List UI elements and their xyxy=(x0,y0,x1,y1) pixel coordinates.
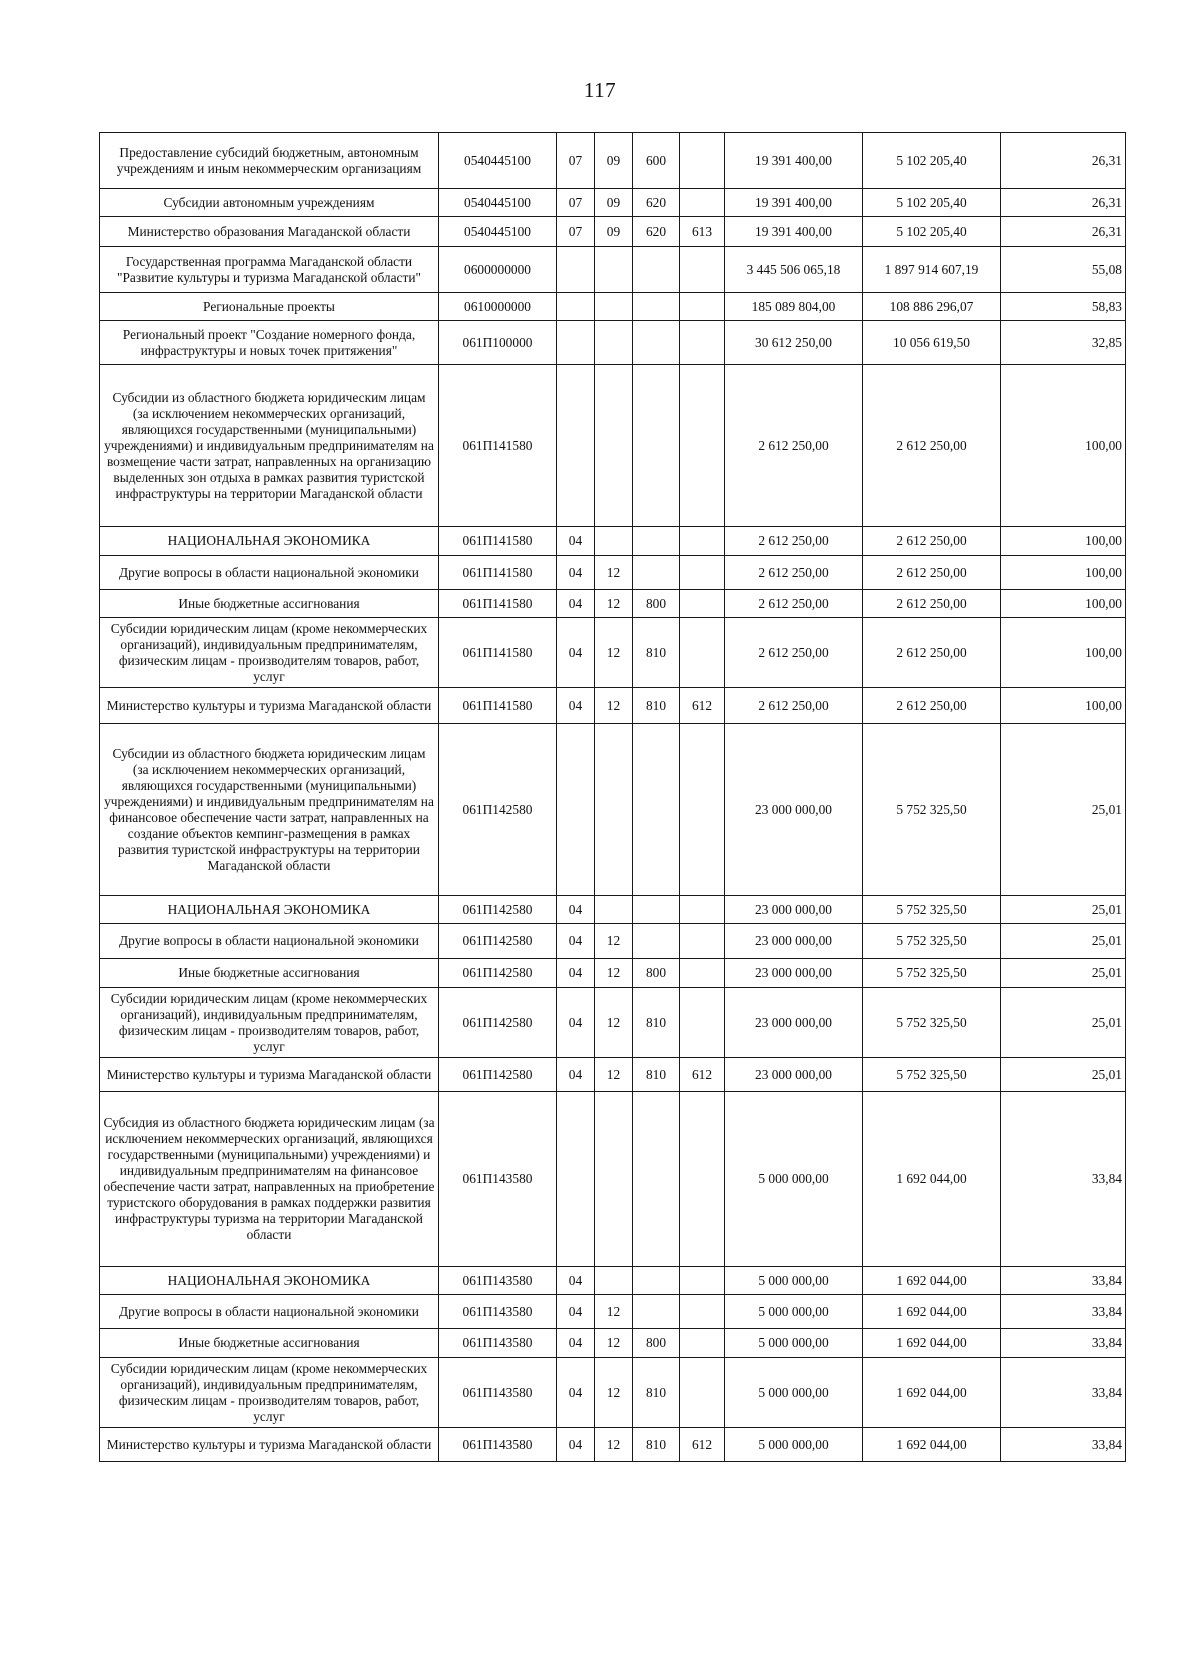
row-target-code: 0610000000 xyxy=(439,293,557,321)
row-percent: 25,01 xyxy=(1001,896,1126,924)
row-expense-type xyxy=(633,556,680,590)
row-administrator xyxy=(680,618,725,688)
row-section: 04 xyxy=(557,1428,595,1462)
row-expense-type: 810 xyxy=(633,1058,680,1092)
row-plan-amount: 23 000 000,00 xyxy=(725,924,863,959)
row-subsection xyxy=(595,896,633,924)
row-subsection: 12 xyxy=(595,688,633,724)
table-row xyxy=(100,924,1126,959)
row-expense-type xyxy=(633,321,680,365)
row-plan-amount: 2 612 250,00 xyxy=(725,618,863,688)
row-plan-amount: 5 000 000,00 xyxy=(725,1092,863,1267)
row-name: Иные бюджетные ассигнования xyxy=(100,590,439,618)
row-actual-amount: 5 752 325,50 xyxy=(863,988,1001,1058)
row-percent: 100,00 xyxy=(1001,688,1126,724)
row-target-code: 061П143580 xyxy=(439,1295,557,1329)
row-administrator xyxy=(680,365,725,527)
row-expense-type xyxy=(633,1267,680,1295)
row-actual-amount: 5 102 205,40 xyxy=(863,189,1001,217)
row-target-code: 0540445100 xyxy=(439,217,557,247)
table-row xyxy=(100,1329,1126,1358)
row-expense-type: 800 xyxy=(633,959,680,988)
row-actual-amount: 5 752 325,50 xyxy=(863,959,1001,988)
row-administrator xyxy=(680,527,725,556)
row-section: 04 xyxy=(557,896,595,924)
row-actual-amount: 2 612 250,00 xyxy=(863,527,1001,556)
row-subsection: 09 xyxy=(595,189,633,217)
row-expense-type xyxy=(633,896,680,924)
row-name: Субсидия из областного бюджета юридическим лицам (за исключением некоммерческих организаций, являющихся государственными (муниципальными) учреждениями) и индивидуальным предпринимателям на финансовое обеспечение части затрат, направленных на приобретение туристского оборудования в рамках поддержки развития инфраструктуры туризма на территории Магаданской области xyxy=(100,1092,439,1267)
row-subsection: 12 xyxy=(595,1358,633,1428)
row-expense-type: 800 xyxy=(633,590,680,618)
row-name: Субсидии из областного бюджета юридическим лицам (за исключением некоммерческих организаций, являющихся государственными (муниципальными) учреждениями) и индивидуальным предпринимателям на финансовое обеспечение части затрат, направленных на создание объектов кемпинг-размещения в рамках развития туристской инфраструктуры на территории Магаданской области xyxy=(100,724,439,896)
row-plan-amount: 5 000 000,00 xyxy=(725,1267,863,1295)
budget-table xyxy=(99,132,1126,1462)
row-subsection xyxy=(595,365,633,527)
row-actual-amount: 1 692 044,00 xyxy=(863,1428,1001,1462)
row-administrator xyxy=(680,247,725,293)
row-section: 04 xyxy=(557,988,595,1058)
row-administrator xyxy=(680,959,725,988)
row-plan-amount: 2 612 250,00 xyxy=(725,688,863,724)
row-plan-amount: 23 000 000,00 xyxy=(725,988,863,1058)
row-target-code: 061П141580 xyxy=(439,590,557,618)
row-subsection: 09 xyxy=(595,217,633,247)
row-target-code: 061П100000 xyxy=(439,321,557,365)
table-row xyxy=(100,896,1126,924)
table-row xyxy=(100,556,1126,590)
row-section: 07 xyxy=(557,133,595,189)
row-target-code: 061П141580 xyxy=(439,618,557,688)
table-row xyxy=(100,1428,1126,1462)
row-administrator: 612 xyxy=(680,1058,725,1092)
table-row xyxy=(100,321,1126,365)
row-subsection xyxy=(595,247,633,293)
row-section: 04 xyxy=(557,1058,595,1092)
row-target-code: 0600000000 xyxy=(439,247,557,293)
row-percent: 100,00 xyxy=(1001,527,1126,556)
row-section xyxy=(557,724,595,896)
row-plan-amount: 5 000 000,00 xyxy=(725,1295,863,1329)
table-row xyxy=(100,959,1126,988)
table-row xyxy=(100,247,1126,293)
table-row xyxy=(100,133,1126,189)
row-target-code: 061П142580 xyxy=(439,988,557,1058)
row-expense-type xyxy=(633,1295,680,1329)
row-target-code: 061П143580 xyxy=(439,1428,557,1462)
row-subsection: 12 xyxy=(595,959,633,988)
row-actual-amount: 5 102 205,40 xyxy=(863,133,1001,189)
row-percent: 100,00 xyxy=(1001,618,1126,688)
row-section xyxy=(557,321,595,365)
row-subsection xyxy=(595,1092,633,1267)
row-percent: 25,01 xyxy=(1001,988,1126,1058)
table-row xyxy=(100,1058,1126,1092)
row-subsection xyxy=(595,293,633,321)
row-percent: 33,84 xyxy=(1001,1295,1126,1329)
row-administrator xyxy=(680,1329,725,1358)
row-expense-type xyxy=(633,527,680,556)
row-expense-type: 810 xyxy=(633,618,680,688)
row-name: Субсидии юридическим лицам (кроме некоммерческих организаций), индивидуальным предпринимателям, физическим лицам - производителям товаров, работ, услуг xyxy=(100,618,439,688)
row-plan-amount: 19 391 400,00 xyxy=(725,189,863,217)
row-expense-type xyxy=(633,293,680,321)
row-name: Региональные проекты xyxy=(100,293,439,321)
row-administrator xyxy=(680,1295,725,1329)
row-target-code: 061П142580 xyxy=(439,896,557,924)
row-percent: 32,85 xyxy=(1001,321,1126,365)
table-row xyxy=(100,590,1126,618)
row-section: 04 xyxy=(557,924,595,959)
row-percent: 25,01 xyxy=(1001,959,1126,988)
row-administrator xyxy=(680,293,725,321)
table-row xyxy=(100,618,1126,688)
row-target-code: 061П143580 xyxy=(439,1358,557,1428)
table-row xyxy=(100,293,1126,321)
row-name: Субсидии юридическим лицам (кроме некоммерческих организаций), индивидуальным предпринимателям, физическим лицам - производителям товаров, работ, услуг xyxy=(100,988,439,1058)
row-section xyxy=(557,293,595,321)
row-name: Министерство культуры и туризма Магаданской области xyxy=(100,688,439,724)
row-target-code: 061П141580 xyxy=(439,688,557,724)
table-row xyxy=(100,1267,1126,1295)
row-section xyxy=(557,1092,595,1267)
row-target-code: 0540445100 xyxy=(439,189,557,217)
row-administrator xyxy=(680,1092,725,1267)
row-name: НАЦИОНАЛЬНАЯ ЭКОНОМИКА xyxy=(100,1267,439,1295)
row-target-code: 061П141580 xyxy=(439,527,557,556)
row-section: 04 xyxy=(557,590,595,618)
row-section xyxy=(557,365,595,527)
row-plan-amount: 19 391 400,00 xyxy=(725,217,863,247)
table-row xyxy=(100,724,1126,896)
row-percent: 25,01 xyxy=(1001,724,1126,896)
row-actual-amount: 5 752 325,50 xyxy=(863,1058,1001,1092)
table-row xyxy=(100,189,1126,217)
row-expense-type: 620 xyxy=(633,189,680,217)
row-section: 04 xyxy=(557,618,595,688)
row-administrator xyxy=(680,896,725,924)
row-percent: 55,08 xyxy=(1001,247,1126,293)
row-target-code: 061П143580 xyxy=(439,1092,557,1267)
row-percent: 25,01 xyxy=(1001,924,1126,959)
row-name: НАЦИОНАЛЬНАЯ ЭКОНОМИКА xyxy=(100,527,439,556)
row-subsection: 12 xyxy=(595,988,633,1058)
row-target-code: 061П141580 xyxy=(439,556,557,590)
row-section: 04 xyxy=(557,1329,595,1358)
row-administrator xyxy=(680,189,725,217)
row-subsection: 12 xyxy=(595,1058,633,1092)
row-administrator: 612 xyxy=(680,688,725,724)
row-section: 04 xyxy=(557,959,595,988)
table-row xyxy=(100,1295,1126,1329)
row-name: Другие вопросы в области национальной экономики xyxy=(100,924,439,959)
row-name: Субсидии из областного бюджета юридическим лицам (за исключением некоммерческих организаций, являющихся государственными (муниципальными) учреждениями) и индивидуальным предпринимателям на возмещение части затрат, направленных на организацию выделенных зон отдыха в рамках развития туристской инфраструктуры на территории Магаданской области xyxy=(100,365,439,527)
row-actual-amount: 5 752 325,50 xyxy=(863,924,1001,959)
row-name: Государственная программа Магаданской области "Развитие культуры и туризма Магаданской области" xyxy=(100,247,439,293)
row-name: Другие вопросы в области национальной экономики xyxy=(100,556,439,590)
row-expense-type: 810 xyxy=(633,988,680,1058)
row-administrator: 612 xyxy=(680,1428,725,1462)
table-row xyxy=(100,688,1126,724)
row-target-code: 061П142580 xyxy=(439,1058,557,1092)
row-actual-amount: 2 612 250,00 xyxy=(863,365,1001,527)
row-expense-type xyxy=(633,1092,680,1267)
row-subsection: 12 xyxy=(595,618,633,688)
row-expense-type xyxy=(633,365,680,527)
table-row xyxy=(100,1092,1126,1267)
row-subsection: 12 xyxy=(595,556,633,590)
row-actual-amount: 2 612 250,00 xyxy=(863,556,1001,590)
row-subsection xyxy=(595,724,633,896)
row-administrator: 613 xyxy=(680,217,725,247)
row-percent: 33,84 xyxy=(1001,1358,1126,1428)
row-plan-amount: 2 612 250,00 xyxy=(725,590,863,618)
row-expense-type xyxy=(633,724,680,896)
row-plan-amount: 185 089 804,00 xyxy=(725,293,863,321)
table-row xyxy=(100,527,1126,556)
row-plan-amount: 2 612 250,00 xyxy=(725,556,863,590)
row-name: Другие вопросы в области национальной экономики xyxy=(100,1295,439,1329)
row-actual-amount: 5 102 205,40 xyxy=(863,217,1001,247)
row-administrator xyxy=(680,1358,725,1428)
row-administrator xyxy=(680,556,725,590)
row-name: Министерство культуры и туризма Магаданской области xyxy=(100,1428,439,1462)
row-actual-amount: 1 692 044,00 xyxy=(863,1295,1001,1329)
row-section: 07 xyxy=(557,217,595,247)
row-name: Субсидии юридическим лицам (кроме некоммерческих организаций), индивидуальным предпринимателям, физическим лицам - производителям товаров, работ, услуг xyxy=(100,1358,439,1428)
row-percent: 100,00 xyxy=(1001,365,1126,527)
row-administrator xyxy=(680,590,725,618)
table-row xyxy=(100,1358,1126,1428)
row-plan-amount: 23 000 000,00 xyxy=(725,724,863,896)
row-percent: 58,83 xyxy=(1001,293,1126,321)
row-subsection: 12 xyxy=(595,590,633,618)
row-administrator xyxy=(680,1267,725,1295)
row-name: Региональный проект "Создание номерного фонда, инфраструктуры и новых точек притяжения" xyxy=(100,321,439,365)
row-section: 04 xyxy=(557,688,595,724)
row-expense-type: 600 xyxy=(633,133,680,189)
row-percent: 26,31 xyxy=(1001,189,1126,217)
row-percent: 33,84 xyxy=(1001,1329,1126,1358)
row-plan-amount: 19 391 400,00 xyxy=(725,133,863,189)
row-plan-amount: 23 000 000,00 xyxy=(725,1058,863,1092)
row-expense-type xyxy=(633,924,680,959)
row-plan-amount: 23 000 000,00 xyxy=(725,896,863,924)
row-actual-amount: 2 612 250,00 xyxy=(863,688,1001,724)
row-actual-amount: 1 692 044,00 xyxy=(863,1329,1001,1358)
row-administrator xyxy=(680,133,725,189)
row-target-code: 061П143580 xyxy=(439,1267,557,1295)
row-actual-amount: 5 752 325,50 xyxy=(863,724,1001,896)
row-expense-type: 810 xyxy=(633,1428,680,1462)
row-plan-amount: 30 612 250,00 xyxy=(725,321,863,365)
row-administrator xyxy=(680,321,725,365)
row-administrator xyxy=(680,724,725,896)
row-plan-amount: 2 612 250,00 xyxy=(725,365,863,527)
row-section: 04 xyxy=(557,556,595,590)
row-plan-amount: 5 000 000,00 xyxy=(725,1428,863,1462)
row-subsection xyxy=(595,321,633,365)
row-section: 04 xyxy=(557,527,595,556)
row-section: 04 xyxy=(557,1295,595,1329)
row-plan-amount: 23 000 000,00 xyxy=(725,959,863,988)
row-actual-amount: 5 752 325,50 xyxy=(863,896,1001,924)
row-target-code: 061П141580 xyxy=(439,365,557,527)
row-percent: 26,31 xyxy=(1001,217,1126,247)
row-target-code: 061П142580 xyxy=(439,924,557,959)
row-plan-amount: 5 000 000,00 xyxy=(725,1329,863,1358)
row-section xyxy=(557,247,595,293)
row-actual-amount: 1 897 914 607,19 xyxy=(863,247,1001,293)
row-expense-type xyxy=(633,247,680,293)
row-subsection xyxy=(595,527,633,556)
row-percent: 33,84 xyxy=(1001,1092,1126,1267)
row-expense-type: 810 xyxy=(633,688,680,724)
row-name: Предоставление субсидий бюджетным, автономным учреждениям и иным некоммерческим организациям xyxy=(100,133,439,189)
row-name: Министерство культуры и туризма Магаданской области xyxy=(100,1058,439,1092)
row-subsection: 12 xyxy=(595,1329,633,1358)
row-percent: 26,31 xyxy=(1001,133,1126,189)
row-percent: 100,00 xyxy=(1001,590,1126,618)
row-actual-amount: 108 886 296,07 xyxy=(863,293,1001,321)
row-subsection: 12 xyxy=(595,1428,633,1462)
page-number: 117 xyxy=(583,78,617,102)
row-actual-amount: 1 692 044,00 xyxy=(863,1092,1001,1267)
row-actual-amount: 2 612 250,00 xyxy=(863,590,1001,618)
row-target-code: 061П143580 xyxy=(439,1329,557,1358)
table-row xyxy=(100,988,1126,1058)
row-subsection: 09 xyxy=(595,133,633,189)
row-expense-type: 800 xyxy=(633,1329,680,1358)
table-row xyxy=(100,217,1126,247)
row-plan-amount: 3 445 506 065,18 xyxy=(725,247,863,293)
row-section: 04 xyxy=(557,1267,595,1295)
row-expense-type: 810 xyxy=(633,1358,680,1428)
row-subsection: 12 xyxy=(595,924,633,959)
row-target-code: 0540445100 xyxy=(439,133,557,189)
table-row xyxy=(100,365,1126,527)
row-section: 07 xyxy=(557,189,595,217)
row-target-code: 061П142580 xyxy=(439,724,557,896)
row-section: 04 xyxy=(557,1358,595,1428)
row-plan-amount: 2 612 250,00 xyxy=(725,527,863,556)
row-plan-amount: 5 000 000,00 xyxy=(725,1358,863,1428)
table-body xyxy=(100,133,1126,1462)
row-actual-amount: 1 692 044,00 xyxy=(863,1267,1001,1295)
row-target-code: 061П142580 xyxy=(439,959,557,988)
row-subsection xyxy=(595,1267,633,1295)
row-percent: 33,84 xyxy=(1001,1428,1126,1462)
row-administrator xyxy=(680,988,725,1058)
row-percent: 25,01 xyxy=(1001,1058,1126,1092)
row-actual-amount: 1 692 044,00 xyxy=(863,1358,1001,1428)
row-name: Иные бюджетные ассигнования xyxy=(100,1329,439,1358)
row-subsection: 12 xyxy=(595,1295,633,1329)
row-percent: 33,84 xyxy=(1001,1267,1126,1295)
row-name: Министерство образования Магаданской области xyxy=(100,217,439,247)
row-actual-amount: 2 612 250,00 xyxy=(863,618,1001,688)
row-expense-type: 620 xyxy=(633,217,680,247)
row-name: Иные бюджетные ассигнования xyxy=(100,959,439,988)
row-administrator xyxy=(680,924,725,959)
row-name: Субсидии автономным учреждениям xyxy=(100,189,439,217)
row-percent: 100,00 xyxy=(1001,556,1126,590)
row-actual-amount: 10 056 619,50 xyxy=(863,321,1001,365)
row-name: НАЦИОНАЛЬНАЯ ЭКОНОМИКА xyxy=(100,896,439,924)
